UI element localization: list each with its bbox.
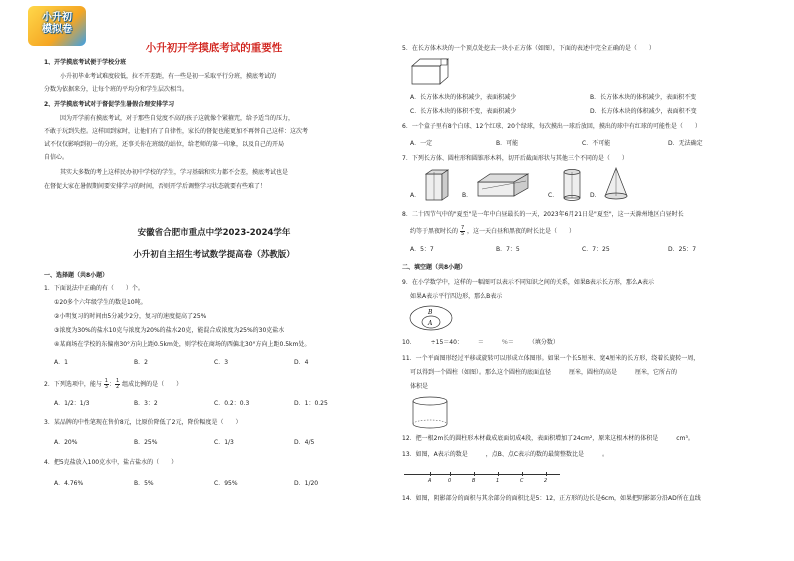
- q2-stem-c: 组成比例的是（ ）: [122, 381, 183, 388]
- q1-statement: ③浓度为30%的盐水10克与浓度为20%的盐水20克，能混合成浓度为25%的30克盐水: [54, 327, 285, 334]
- q11-line3: 体积是: [410, 383, 447, 390]
- q1-statement: ④某商场在学校的东偏南30°方向上距0.5km处，则学校在商场的西偏北30°方向上距0.5km处。: [54, 341, 311, 348]
- logo-line1: 小升初: [42, 12, 72, 23]
- q12-line: 12．把一根2m长的圆柱形木材截成底面切成4段，表面积增加了24cm²，原来这根木材的体积是 cm³。: [402, 435, 694, 442]
- q2-fraction-1-num: 1: [104, 378, 108, 384]
- intro-paragraph: 自信心。: [44, 154, 69, 161]
- q8-fraction-num: 7: [460, 225, 465, 231]
- q2-stem-a: 2．下列选项中，能与: [44, 381, 102, 388]
- q8-fraction-den: 5: [460, 231, 465, 237]
- q10-line: 10． ÷15＝40： ＝ ％＝ （填分数）: [402, 339, 559, 346]
- q4-option-a[interactable]: A．4.76%: [54, 480, 84, 487]
- q7-figure-b-slab: [474, 170, 534, 200]
- q2-fraction-2-den: 2: [115, 384, 120, 390]
- q2-stem: [44, 379, 182, 390]
- q2-option-a-value: 1/2：1/3: [64, 400, 90, 407]
- q2-option-a-label: A．: [54, 400, 65, 407]
- intro-paragraph: 在督促大家在暑假期间要安排学习的时间，否则开学后调整学习状态就要有些难了！: [44, 183, 267, 190]
- q6-option-d[interactable]: D．无法确定: [668, 140, 703, 147]
- q8-stem-b: 约等于黑夜时长的: [410, 228, 459, 235]
- q14-line: 14．如图，阴影部分的面积与其余部分的面积比是5：12，正方形的边长是6cm，如果把阴影部分沿AD所在直线: [402, 495, 701, 502]
- q5-option-d[interactable]: D．长方体木块的体积减少，表面积不变: [590, 108, 697, 115]
- intro-paragraph: 分数为依据来分，让每个班的平均分和学生层次相当。: [44, 86, 189, 93]
- q3-option-b[interactable]: B．25%: [134, 439, 158, 446]
- q13-tick: [450, 472, 451, 476]
- q9-label-inner: A: [428, 320, 433, 327]
- q9-label-outer: B: [428, 309, 433, 316]
- q6-option-c[interactable]: C．不可能: [582, 140, 611, 147]
- q4-stem: 4．把5克盐放入100克水中，盐占盐水的（ ）: [44, 459, 178, 466]
- q7-figure-a-prism: [422, 168, 452, 202]
- q13-tick: [430, 472, 431, 476]
- q6-option-b[interactable]: B．可能: [496, 140, 519, 147]
- q8-fraction: [460, 226, 465, 237]
- q2-option-c[interactable]: C．0.2：0.3: [214, 400, 250, 407]
- q13-tick: [522, 472, 523, 476]
- q3-option-a[interactable]: A．20%: [54, 439, 78, 446]
- q5-cuboid-figure: [410, 56, 454, 86]
- q2-fraction-1-den: 3: [104, 384, 108, 390]
- q13-label-c: C: [520, 478, 524, 484]
- q2-stem-b: ：: [108, 381, 115, 388]
- q4-option-b[interactable]: B．5%: [134, 480, 154, 487]
- q4-option-c[interactable]: C．95%: [214, 480, 238, 487]
- q7-figure-d-cone: [602, 166, 630, 202]
- intro-paragraph: 不敢于玩到失控。这样回到家时，让他们有了自律性，家长的督促也能更加不再替自己这样：这次考: [44, 128, 309, 135]
- q9-line1: 9．在小学数学中，这样的一幅图可以表示不同知识之间的关系，如果B表示长方形，那么A表示: [402, 279, 655, 286]
- q2-fraction-2: [115, 379, 120, 390]
- q13-tick: [474, 472, 475, 476]
- q13-label-b: B: [472, 478, 476, 484]
- q2-option-d[interactable]: D．1：0.25: [294, 400, 328, 407]
- exam-title-line1: 安徽省合肥市重点中学2023-2024学年: [137, 228, 291, 238]
- q13-label-one: 1: [496, 478, 500, 484]
- q8-option-b[interactable]: B．7：5: [496, 246, 520, 253]
- q5-stem: 5．在长方体木块的一个顶点处挖去一块小正方体（如图），下面的表述中完全正确的是（ ）: [402, 45, 655, 52]
- q13-tick: [546, 472, 547, 476]
- q8-stem-c: ，这一天白昼和黑夜的时长比是（ ）: [467, 228, 576, 235]
- intro-heading-1: 1、开学摸底考试便于学校分班: [44, 59, 127, 66]
- intro-paragraph: 其实大多数的考上这样民办初中学校的学生，学习基础和实力都不会差，摸底考试也是: [60, 169, 289, 176]
- q5-option-b[interactable]: B．长方体木块的体积减少，表面积不变: [590, 94, 697, 101]
- q7-option-b[interactable]: B．: [462, 192, 473, 199]
- q1-option-d[interactable]: D．4: [294, 359, 309, 366]
- q7-option-a[interactable]: A．: [410, 192, 421, 199]
- q2-fraction-2-num: 1: [115, 378, 120, 384]
- q9-line2: 如果A表示平行四边形，那么B表示: [410, 293, 503, 300]
- q13-line: 13．如图，A表示的数是 ，点B、点C表示的数的最简整数比是 。: [402, 451, 609, 458]
- q8-option-a[interactable]: A．5：7: [410, 246, 434, 253]
- exam-title-line2: 小升初自主招生考试数学提高卷（苏教版）: [133, 250, 295, 260]
- q1-option-a[interactable]: A．1: [54, 359, 68, 366]
- q1-stem: 1．下面说法中正确的有（ ）个。: [44, 285, 144, 292]
- q1-option-c[interactable]: C．3: [214, 359, 229, 366]
- q11-cylinder-figure: [410, 396, 450, 430]
- q3-option-c[interactable]: C．1/3: [214, 439, 234, 446]
- q5-option-a[interactable]: A．长方体木块的体积减少，表面积减少: [410, 94, 517, 101]
- q7-option-d[interactable]: D．: [590, 192, 601, 199]
- intro-heading-2: 2、开学摸底考试对于督促学生暑假合理安排学习: [44, 101, 175, 108]
- q13-number-line: [404, 474, 560, 475]
- logo-line2: 模拟卷: [42, 24, 72, 35]
- intro-paragraph: 因为开学前有摸底考试，对于那些自觉度不高的孩子这就像个紧箍咒，给予适当的压力，: [60, 115, 295, 122]
- q11-line2: 可以得到一个圆柱（如图）。那么这个圆柱的底面直径 厘米，圆柱的高是 厘米，它所占的: [410, 369, 678, 376]
- q9-venn-figure: [408, 304, 454, 332]
- section-header-fill: 二、填空题（共8小题）: [402, 264, 467, 271]
- intro-paragraph: 小升初毕业考试难度较低，拉不开差距，有一些是初一采取平行分班，摸底考试的: [60, 73, 277, 80]
- q2-option-a[interactable]: [54, 398, 89, 407]
- q3-stem: 3．某品牌的中性笔现在售价8元，比原价降低了2元，降价幅度是（ ）: [44, 419, 242, 426]
- q5-option-c[interactable]: C．长方体木块的体积不变，表面积减少: [410, 108, 517, 115]
- q7-figure-c-cylinder: [560, 168, 586, 202]
- q8-option-c[interactable]: C．7：25: [582, 246, 610, 253]
- q1-statement: ①20多个六年级学生的数是10吨。: [54, 299, 147, 306]
- q4-option-d[interactable]: D．1/20: [294, 480, 319, 487]
- q11-line1: 11．一个平面图形经过平移或旋转可以形成立体图形。如果一个长5厘米、宽4厘米的长方形，绕着长旋转一周，: [402, 355, 700, 362]
- q6-option-a[interactable]: A．一定: [410, 140, 433, 147]
- q1-statement: ②小明复习的时间由5分减少2分，复习的速度提高了25%: [54, 313, 207, 320]
- q13-label-two: 2: [544, 478, 548, 484]
- q7-stem: 7．下列长方体、圆柱形和圆锥形木料，切开后截面形状与其他三个不同的是（ ）: [402, 155, 628, 162]
- q8-stem-line1: 8．二十四节气中的"夏至"是一年中白昼最长的一天，2023年6月21日是"夏至"，这一天滁州地区白昼时长: [402, 211, 684, 218]
- section-header-choice: 一、选择题（共8小题）: [44, 272, 109, 279]
- q2-option-b[interactable]: B．3：2: [134, 400, 158, 407]
- q8-stem-line2: [410, 226, 575, 237]
- q6-stem: 6．一个盒子里有8个白球、12个红球、20个绿球，每次摸出一球后放回，摸出的球中有红球的可能性是（ ）: [402, 123, 701, 130]
- q1-option-b[interactable]: B．2: [134, 359, 148, 366]
- q13-label-a: A: [428, 478, 432, 484]
- q3-option-d[interactable]: D．4/5: [294, 439, 315, 446]
- q13-tick: [498, 472, 499, 476]
- intro-title: 小升初开学摸底考试的重要性: [145, 42, 283, 54]
- intro-paragraph: 试不仅仅影响到初一的分班，还事关你在班级的站位，给老师的第一印象，以及自己的开局: [44, 141, 285, 148]
- q8-option-d[interactable]: D．25：7: [668, 246, 697, 253]
- q13-label-zero: 0: [448, 478, 452, 484]
- q7-option-c[interactable]: C．: [548, 192, 559, 199]
